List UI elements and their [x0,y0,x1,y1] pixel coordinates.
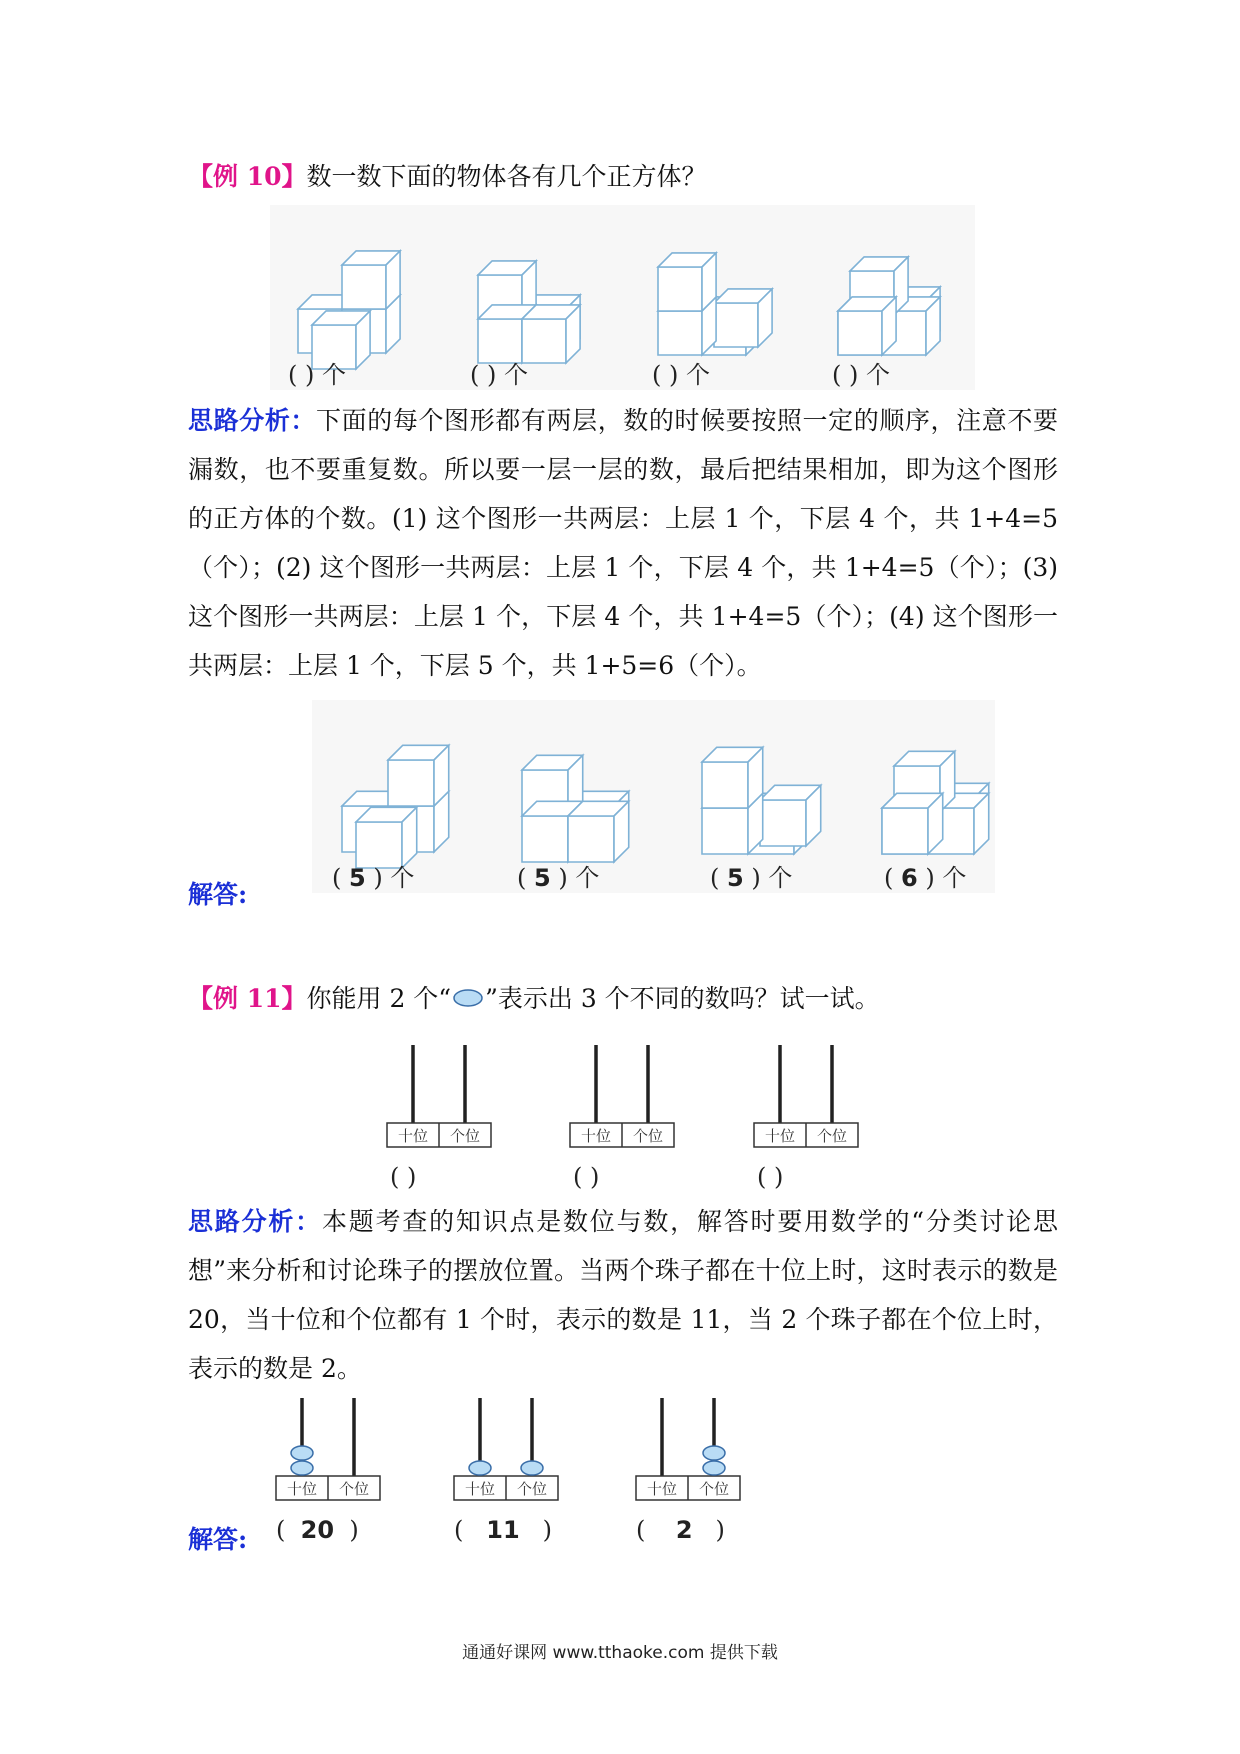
answer-value: 5 [534,864,551,892]
cube-face [838,311,882,355]
cube-face [388,760,434,806]
place-label: 个位 [516,1480,548,1498]
answer-caption: ( 5 ) 个 [517,864,600,892]
abacus-bead [291,1461,313,1475]
abacus-answer-1 [274,1398,384,1544]
abacus-question-1 [385,1045,495,1191]
abacus-answer-2 [452,1398,562,1544]
bead-icon [451,987,485,1009]
cube-face [658,311,702,355]
blank-caption: ( ) [390,1163,417,1191]
answer-caption: ( 2 ) [636,1516,725,1544]
example11-title [188,980,880,1018]
place-label: 十位 [764,1127,796,1145]
abacus-question-3 [752,1045,862,1191]
place-label: 个位 [816,1127,848,1145]
answer-value: 5 [727,864,744,892]
abacus-answer-3 [634,1398,744,1544]
abacus-bead [291,1446,313,1460]
blank-caption: ( ) [757,1163,784,1191]
blank-caption: ( ) 个 [470,361,528,389]
place-label: 十位 [580,1127,612,1145]
example10-title [188,158,707,196]
place-label: 个位 [632,1127,664,1145]
answer-value: 6 [901,864,918,892]
abacus-question-2 [568,1045,678,1191]
analysis-text: 本题考查的知识点是数位与数，解答时要用数学的“分类讨论思想”来分析和讨论珠子的摆放位置。当两个珠子都在十位上时，这时表示的数是 20，当十位和个位都有 1 个时，表示的数是 11，当 2 个珠子都在个位上时，表示的数是 2。 [188,1207,1058,1383]
place-label: 个位 [698,1480,730,1498]
cube-face [760,800,806,846]
example10-answer-figure [312,700,995,893]
answer-caption: ( 20 ) [276,1516,359,1544]
cube-face [658,267,702,311]
abacus-bead [703,1461,725,1475]
abacus-bead [469,1461,491,1475]
place-label: 十位 [464,1480,496,1498]
answer-caption: ( 5 ) 个 [332,864,415,892]
example10-question: 数一数下面的物体各有几个正方体？ [306,162,707,191]
answer-caption: ( 5 ) 个 [710,864,793,892]
cube-face [342,265,386,309]
place-label: 十位 [397,1127,429,1145]
answer-caption: ( 11 ) [454,1516,552,1544]
blank-caption: ( ) 个 [288,361,346,389]
cube-face [522,319,566,363]
place-label: 十位 [646,1480,678,1498]
answer-value: 2 [675,1516,693,1544]
cube-face [714,303,758,347]
answer-heading: 解答: [188,880,248,909]
analysis-heading: 思路分析： [188,406,317,435]
analysis-text: 下面的每个图形都有两层，数的时候要按照一定的顺序，注意不要漏数，也不要重复数。所以要一层一层的数，最后把结果相加，即为这个图形的正方体的个数。(1) 这个图形一共两层：上层 1 个，下层 4 个，共 1+4=5（个）；(2) 这个图形一共两层：上层 1 个，下层 4 个，共 1+4=5（个）；(3) 这个图形一共两层：上层 1 个，下层 4 个，共 1+4=5（个）；(4) 这个图形一共两层：上层 1 个，下层 5 个，共 1+5=6（个）。 [188,406,1058,680]
analysis-heading: 思路分析： [188,1207,322,1236]
blank-caption: ( ) 个 [652,361,710,389]
answer-value: 20 [300,1516,335,1544]
answer-value: 11 [486,1516,520,1544]
answer-heading: 解答: [188,1525,248,1554]
example10-tag: 【例 10】 [188,162,307,191]
example10-analysis [188,396,1058,690]
answer-value: 5 [349,864,366,892]
place-label: 个位 [449,1127,481,1145]
blank-caption: ( ) [573,1163,600,1191]
page-footer: 通通好课网 www.tthaoke.com 提供下载 [462,1643,778,1663]
cube-face [882,808,928,854]
example10-question-figure [270,205,975,390]
answer-caption: ( 6 ) 个 [884,864,967,892]
cube-face [702,808,748,854]
place-label: 十位 [286,1480,318,1498]
blank-caption: ( ) 个 [832,361,890,389]
cube-face [568,816,614,862]
example11-analysis [188,1197,1058,1393]
cube-face [702,762,748,808]
abacus-bead [703,1446,725,1460]
example11-tag: 【例 11】 [188,984,307,1013]
place-label: 个位 [338,1480,370,1498]
example11-question-pre: 你能用 2 个“ [306,984,452,1013]
cube-face [522,816,568,862]
example11-question-post: ”表示出 3 个不同的数吗？试一试。 [485,984,880,1013]
abacus-bead [521,1461,543,1475]
